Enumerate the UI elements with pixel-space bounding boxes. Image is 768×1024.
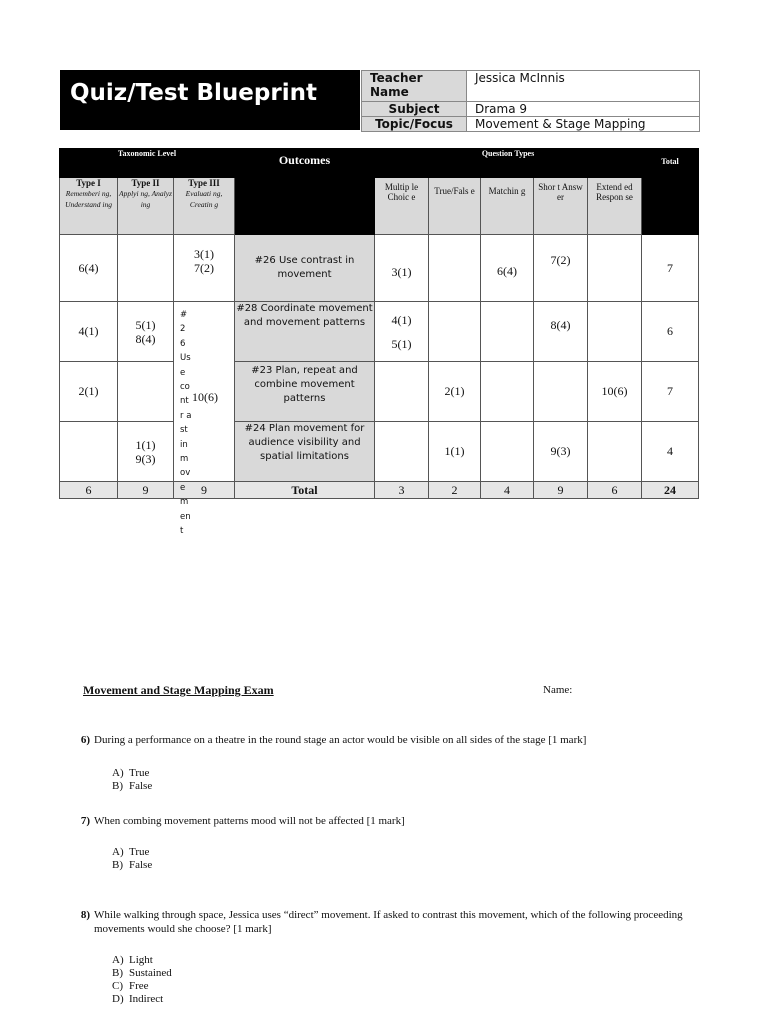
subject-value: Drama 9 bbox=[467, 102, 700, 117]
question-6-options bbox=[112, 767, 152, 793]
cell-total: 7 bbox=[642, 362, 699, 422]
topic-label: Topic/Focus bbox=[362, 117, 467, 132]
option-d[interactable]: D) Indirect bbox=[112, 993, 164, 1005]
cell-type3-note: #2 6 Us e co ntr ast in m ov em en t bbox=[180, 310, 192, 537]
total-type2: 9 bbox=[118, 482, 174, 499]
option-b[interactable]: B) False bbox=[112, 859, 153, 871]
cell-matching bbox=[481, 302, 534, 362]
question-8-options bbox=[112, 954, 172, 1006]
question-text: While walking through space, Jessica uses “direct” movement. If asked to contrast this movement, which of the following proceeding movements would she choose? [1 mark] bbox=[94, 909, 683, 935]
cell-total: 6 bbox=[642, 302, 699, 362]
question-number: 6) bbox=[80, 734, 90, 746]
cell-multiple-choice bbox=[375, 362, 429, 422]
option-b[interactable]: B) False bbox=[112, 780, 153, 792]
cell-multiple-choice: 4(1) 5(1) bbox=[375, 302, 429, 362]
option-a[interactable]: A) True bbox=[112, 846, 150, 858]
type1-header: Type I Rememberi ng, Understand ing bbox=[60, 178, 118, 235]
question-6 bbox=[72, 733, 684, 747]
total-matching: 4 bbox=[481, 482, 534, 499]
cell-extended-response bbox=[588, 235, 642, 302]
cell-type3-value: 10(6) bbox=[192, 390, 218, 404]
question-number: 7) bbox=[80, 815, 90, 827]
question-text: When combing movement patterns mood will not be affected [1 mark] bbox=[94, 815, 405, 827]
total-short-answer: 9 bbox=[534, 482, 588, 499]
option-b[interactable]: B) Sustained bbox=[112, 967, 172, 979]
cell-true-false bbox=[429, 235, 481, 302]
cell-extended-response bbox=[588, 302, 642, 362]
outcome-24: #24 Plan movement for audience visibility and spatial limitations bbox=[235, 422, 375, 482]
info-table bbox=[361, 70, 700, 132]
cell-type3: 3(1) 7(2) bbox=[174, 235, 235, 302]
subject-label: Subject bbox=[362, 102, 467, 117]
short-answer-header: Shor t Answ er bbox=[534, 178, 588, 235]
table-row bbox=[60, 302, 699, 362]
blueprint-title: Quiz/Test Blueprint bbox=[60, 70, 360, 130]
cell-multiple-choice bbox=[375, 422, 429, 482]
outcome-23: #23 Plan, repeat and combine movement patterns bbox=[235, 362, 375, 422]
cell-matching bbox=[481, 422, 534, 482]
outcome-26: #26 Use contrast in movement bbox=[235, 235, 375, 302]
matching-header: Matchin g bbox=[481, 178, 534, 235]
cell-short-answer: 8(4) bbox=[534, 302, 588, 362]
total-extended-response: 6 bbox=[588, 482, 642, 499]
cell-extended-response: 10(6) bbox=[588, 362, 642, 422]
type3-header: Type III Evaluati ng, Creatin g bbox=[174, 178, 235, 235]
total-type1: 6 bbox=[60, 482, 118, 499]
total-header: Total bbox=[642, 149, 699, 178]
question-7 bbox=[72, 814, 684, 828]
total-multiple-choice: 3 bbox=[375, 482, 429, 499]
name-label: Name: bbox=[543, 684, 573, 696]
cell-true-false: 1(1) bbox=[429, 422, 481, 482]
cell-matching bbox=[481, 362, 534, 422]
outcome-28: #28 Coordinate movement and movement patterns bbox=[235, 302, 375, 362]
table-row bbox=[60, 235, 699, 302]
teacher-name-value: Jessica McInnis bbox=[467, 71, 700, 102]
cell-short-answer: 7(2) bbox=[534, 235, 588, 302]
cell-type1: 4(1) bbox=[60, 302, 118, 362]
cell-type2: 5(1) 8(4) bbox=[118, 302, 174, 362]
cell-type1: 2(1) bbox=[60, 362, 118, 422]
cell-type2 bbox=[118, 235, 174, 302]
totals-label: Total bbox=[235, 482, 375, 499]
cell-short-answer bbox=[534, 362, 588, 422]
type2-header: Type II Applyi ng, Analyz ing bbox=[118, 178, 174, 235]
cell-total: 7 bbox=[642, 235, 699, 302]
question-7-options bbox=[112, 846, 152, 872]
cell-type2 bbox=[118, 362, 174, 422]
cell-type3-merged bbox=[174, 302, 235, 537]
exam-title: Movement and Stage Mapping Exam bbox=[83, 683, 274, 697]
cell-type1 bbox=[60, 422, 118, 482]
teacher-name-label: Teacher Name bbox=[362, 71, 467, 102]
topic-value: Movement & Stage Mapping bbox=[467, 117, 700, 132]
cell-total: 4 bbox=[642, 422, 699, 482]
option-c[interactable]: C) Free bbox=[112, 980, 149, 992]
extended-response-header: Extend ed Respon se bbox=[588, 178, 642, 235]
question-text: During a performance on a theatre in the round stage an actor would be visible on all sides of the stage [1 mark] bbox=[94, 734, 587, 746]
question-number: 8) bbox=[80, 909, 90, 921]
total-type3: 9 bbox=[174, 482, 235, 499]
cell-true-false: 2(1) bbox=[429, 362, 481, 422]
blueprint-table bbox=[59, 148, 699, 537]
cell-true-false bbox=[429, 302, 481, 362]
cell-short-answer: 9(3) bbox=[534, 422, 588, 482]
multiple-choice-header: Multip le Choic e bbox=[375, 178, 429, 235]
table-row bbox=[60, 422, 699, 482]
taxonomic-level-header: Taxonomic Level bbox=[60, 149, 235, 159]
outcomes-header: Outcomes bbox=[235, 149, 375, 178]
option-a[interactable]: A) True bbox=[112, 767, 150, 779]
question-8 bbox=[72, 908, 684, 936]
option-a[interactable]: A) Light bbox=[112, 954, 153, 966]
cell-multiple-choice: 3(1) bbox=[375, 235, 429, 302]
cell-type1: 6(4) bbox=[60, 235, 118, 302]
total-true-false: 2 bbox=[429, 482, 481, 499]
cell-extended-response bbox=[588, 422, 642, 482]
true-false-header: True/Fals e bbox=[429, 178, 481, 235]
grand-total: 24 bbox=[642, 482, 699, 499]
question-types-header: Question Types bbox=[375, 149, 642, 159]
table-row bbox=[60, 362, 699, 422]
cell-type2: 1(1) 9(3) bbox=[118, 422, 174, 482]
totals-row bbox=[60, 482, 699, 499]
cell-matching: 6(4) bbox=[481, 235, 534, 302]
